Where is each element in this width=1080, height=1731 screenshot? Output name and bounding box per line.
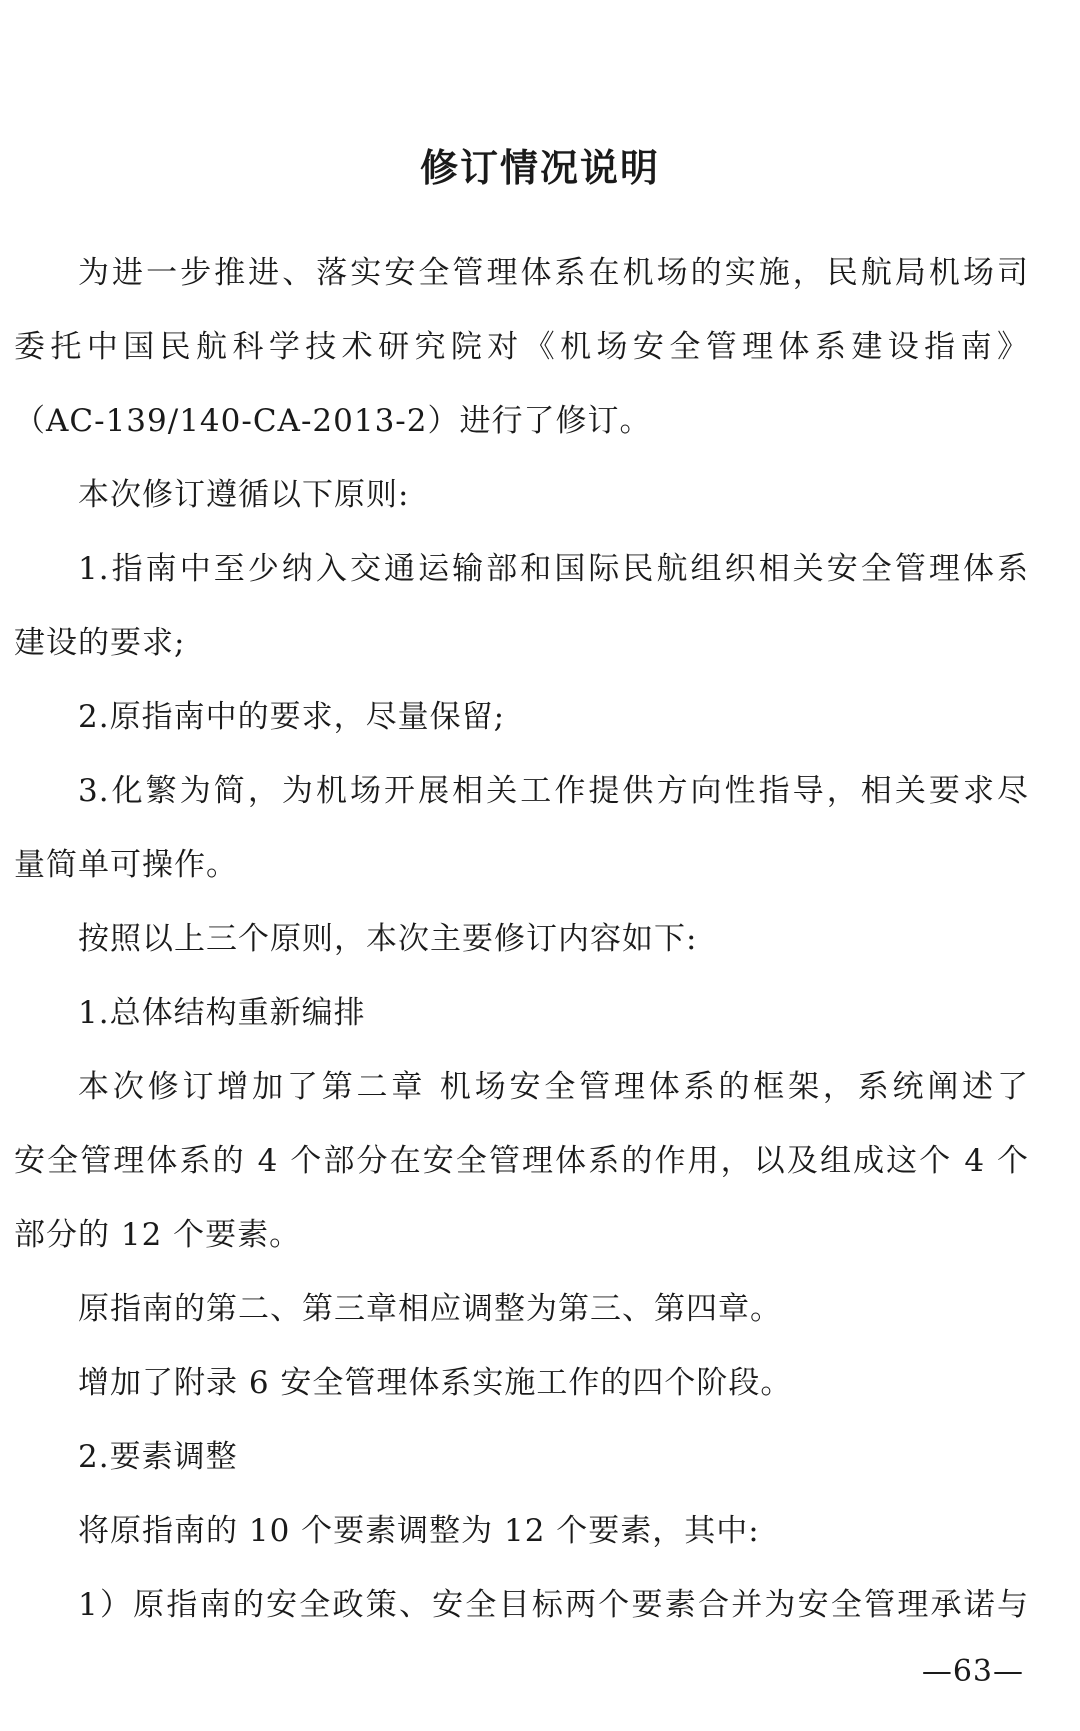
paragraph-line: 2.原指南中的要求，尽量保留; [78, 699, 506, 735]
paragraph-line: 原指南的第二、第三章相应调整为第三、第四章。 [78, 1291, 782, 1327]
paragraph-line: 1）原指南的安全政策、安全目标两个要素合并为安全管理承诺与 [78, 1587, 1029, 1623]
section-heading: 2.要素调整 [78, 1439, 238, 1475]
paragraph-line: 部分的 12 个要素。 [14, 1217, 302, 1253]
paragraph-line: 本次修订增加了第二章 机场安全管理体系的框架，系统阐述了 [78, 1069, 1029, 1105]
paragraph-line: 按照以上三个原则，本次主要修订内容如下: [78, 921, 698, 957]
section-heading: 1.总体结构重新编排 [78, 995, 366, 1031]
paragraph-line: 1.指南中至少纳入交通运输部和国际民航组织相关安全管理体系 [78, 551, 1029, 587]
paragraph-line: （AC-139/140-CA-2013-2）进行了修订。 [14, 403, 652, 439]
paragraph-line: 安全管理体系的 4 个部分在安全管理体系的作用，以及组成这个 4 个 [14, 1143, 1029, 1179]
paragraph-line: 委托中国民航科学技术研究院对《机场安全管理体系建设指南》 [14, 329, 1029, 365]
paragraph-line: 量简单可操作。 [14, 847, 238, 883]
paragraph-line: 将原指南的 10 个要素调整为 12 个要素，其中: [78, 1513, 760, 1549]
paragraph-line: 建设的要求; [14, 625, 186, 661]
paragraph-line: 本次修订遵循以下原则: [78, 477, 410, 513]
paragraph-line: 3.化繁为简，为机场开展相关工作提供方向性指导，相关要求尽 [78, 773, 1029, 809]
page-number: —63— [921, 1654, 1024, 1689]
paragraph-line: 增加了附录 6 安全管理体系实施工作的四个阶段。 [78, 1365, 793, 1401]
page-title: 修订情况说明 [419, 146, 660, 190]
paragraph-line: 为进一步推进、落实安全管理体系在机场的实施，民航局机场司 [78, 255, 1029, 291]
